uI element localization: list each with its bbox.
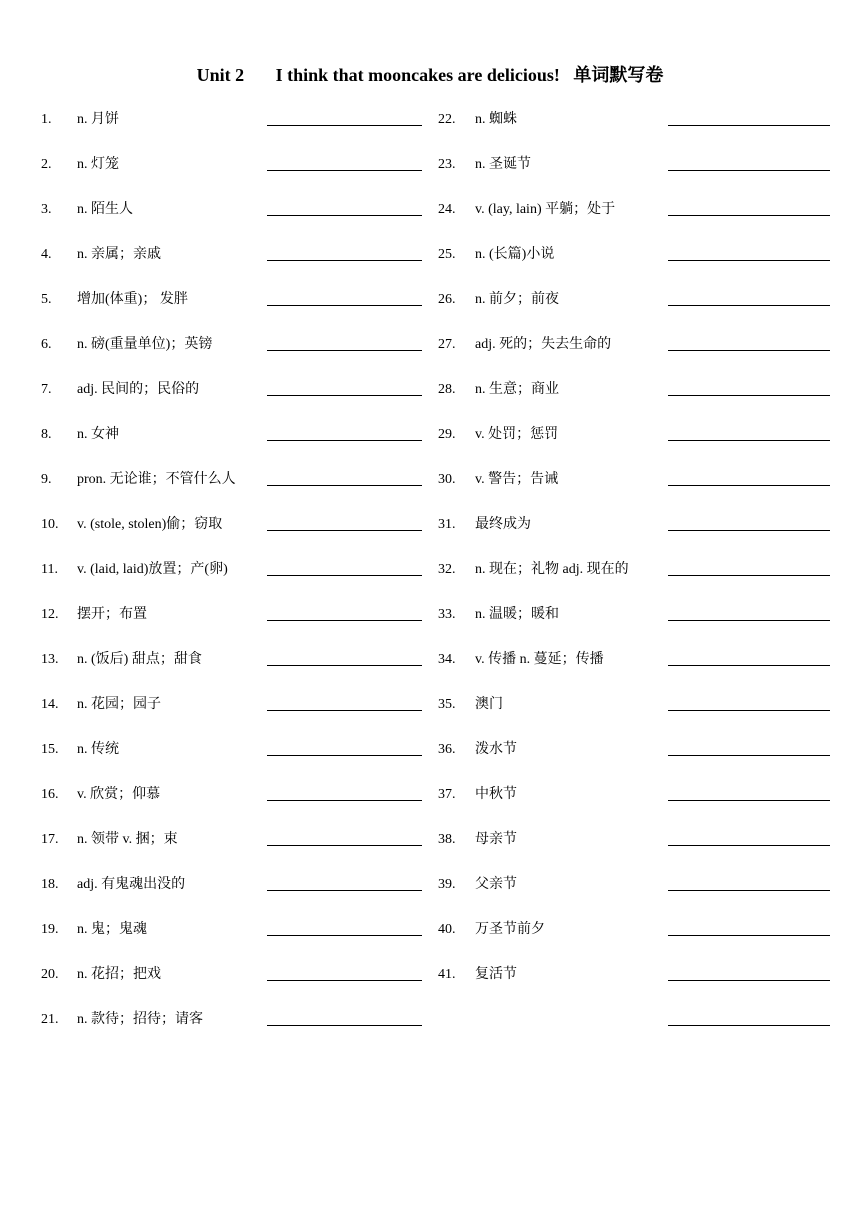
answer-blank-line[interactable] [668,215,830,216]
vocab-item [430,593,860,638]
item-definition: v. 欣赏；仰慕 [77,787,161,802]
item-number: 34. [438,652,456,667]
item-definition: n. 亲属；亲戚 [77,247,161,262]
answer-blank-line[interactable] [668,755,830,756]
answer-blank-line[interactable] [267,530,422,531]
item-definition: pron. 无论谁；不管什么人 [77,472,236,487]
vocab-item [430,278,860,323]
answer-blank-line[interactable] [668,440,830,441]
item-definition: n. 生意；商业 [475,382,559,397]
vocab-item [430,503,860,548]
vocab-item [0,98,430,143]
vocab-item [430,548,860,593]
vocab-item [430,233,860,278]
item-definition: n. 领带 v. 捆；束 [77,832,178,847]
item-number: 33. [438,607,456,622]
item-number: 8. [41,427,52,442]
vocab-item [0,323,430,368]
vocab-item [0,188,430,233]
vocab-item [0,458,430,503]
item-number: 31. [438,517,456,532]
answer-blank-line[interactable] [267,980,422,981]
item-definition: 母亲节 [475,832,517,847]
answer-blank-line[interactable] [668,125,830,126]
answer-blank-line[interactable] [668,485,830,486]
answer-blank-line[interactable] [668,395,830,396]
item-definition: n. 蜘蛛 [475,112,517,127]
vocab-item [0,998,430,1043]
item-number: 19. [41,922,59,937]
vocab-item [430,818,860,863]
item-definition: n. 磅(重量单位)；英镑 [77,337,213,352]
vocab-item [0,278,430,323]
vocab-item [0,728,430,773]
item-number: 3. [41,202,52,217]
item-definition: n. 圣诞节 [475,157,531,172]
vocab-item [0,368,430,413]
answer-blank-line[interactable] [267,890,422,891]
item-number: 15. [41,742,59,757]
item-number: 24. [438,202,456,217]
item-definition: n. 花招；把戏 [77,967,161,982]
vocab-item [430,728,860,773]
item-definition: n. (长篇)小说 [475,247,555,262]
answer-blank-line[interactable] [267,125,422,126]
vocab-item [430,908,860,953]
item-number: 38. [438,832,456,847]
answer-blank-line[interactable] [668,710,830,711]
item-number: 10. [41,517,59,532]
answer-blank-line[interactable] [267,215,422,216]
right-column [430,98,860,1043]
answer-blank-line[interactable] [668,260,830,261]
item-definition: 泼水节 [475,742,517,757]
item-definition: v. (laid, laid)放置；产(卵) [77,562,228,577]
answer-blank-line[interactable] [668,530,830,531]
answer-blank-line[interactable] [267,845,422,846]
item-definition: 复活节 [475,967,517,982]
item-definition: n. 灯笼 [77,157,119,172]
item-number: 5. [41,292,52,307]
vocab-item [430,458,860,503]
item-definition: adj. 民间的；民俗的 [77,382,200,397]
vocab-item [0,908,430,953]
item-definition: n. 陌生人 [77,202,133,217]
answer-blank-line[interactable] [267,935,422,936]
item-definition: adj. 死的；失去生命的 [475,337,612,352]
answer-blank-line[interactable] [668,980,830,981]
item-definition: 摆开；布置 [77,607,147,622]
item-number: 37. [438,787,456,802]
vocab-item [0,143,430,188]
item-definition: adj. 有鬼魂出没的 [77,877,186,892]
item-definition: v. 警告；告诫 [475,472,559,487]
item-definition: v. (stole, stolen)偷；窃取 [77,517,223,532]
vocab-item [0,683,430,728]
answer-blank-line[interactable] [267,260,422,261]
item-number: 41. [438,967,456,982]
answer-blank-line[interactable] [267,485,422,486]
answer-blank-line[interactable] [267,350,422,351]
item-number: 14. [41,697,59,712]
vocab-item [430,188,860,233]
answer-blank-line[interactable] [267,305,422,306]
answer-blank-line[interactable] [267,620,422,621]
vocab-item [430,368,860,413]
answer-blank-line[interactable] [267,755,422,756]
item-definition: v. 处罚；惩罚 [475,427,559,442]
vocab-item [430,638,860,683]
answer-blank-line[interactable] [668,845,830,846]
vocab-item [430,773,860,818]
vocab-item [0,773,430,818]
item-number: 26. [438,292,456,307]
item-number: 17. [41,832,59,847]
answer-blank-line[interactable] [668,305,830,306]
vocab-item [0,818,430,863]
answer-blank-line[interactable] [668,1025,830,1026]
item-number: 21. [41,1012,59,1027]
answer-blank-line[interactable] [668,890,830,891]
item-number: 22. [438,112,456,127]
item-number: 23. [438,157,456,172]
vocab-item [0,638,430,683]
answer-blank-line[interactable] [668,800,830,801]
vocab-item [0,593,430,638]
item-number: 2. [41,157,52,172]
item-definition: n. 月饼 [77,112,119,127]
item-number: 4. [41,247,52,262]
item-definition: v. (lay, lain) 平躺；处于 [475,202,616,217]
item-number: 18. [41,877,59,892]
item-definition: n. 传统 [77,742,119,757]
answer-blank-line[interactable] [668,575,830,576]
item-definition: n. 鬼；鬼魂 [77,922,147,937]
item-number: 13. [41,652,59,667]
page-title: Unit 2 I think that mooncakes are delicious! 单词默写卷 [196,65,664,85]
answer-blank-line[interactable] [668,620,830,621]
vocab-item [0,548,430,593]
item-number: 25. [438,247,456,262]
item-definition: 澳门 [475,697,503,712]
item-definition: n. (饭后) 甜点；甜食 [77,652,202,667]
vocab-item [430,413,860,458]
left-column [0,98,430,1043]
item-number: 36. [438,742,456,757]
item-number: 28. [438,382,456,397]
answer-blank-line[interactable] [668,350,830,351]
vocab-item [430,98,860,143]
vocab-item [430,998,860,1043]
item-number: 9. [41,472,52,487]
item-number: 11. [41,562,58,577]
item-number: 40. [438,922,456,937]
vocab-item [0,233,430,278]
answer-blank-line[interactable] [267,575,422,576]
answer-blank-line[interactable] [267,665,422,666]
item-definition: 万圣节前夕 [475,922,545,937]
item-number: 30. [438,472,456,487]
vocab-item [430,953,860,998]
answer-blank-line[interactable] [267,440,422,441]
item-definition: 最终成为 [475,517,531,532]
item-definition: n. 温暖；暖和 [475,607,559,622]
vocab-item [0,413,430,458]
item-number: 20. [41,967,59,982]
item-number: 27. [438,337,456,352]
vocab-item [0,953,430,998]
vocab-item [430,323,860,368]
answer-blank-line[interactable] [668,170,830,171]
vocab-item [0,863,430,908]
item-number: 32. [438,562,456,577]
item-definition: n. 款待；招待；请客 [77,1012,203,1027]
answer-blank-line[interactable] [267,170,422,171]
answer-blank-line[interactable] [668,665,830,666]
item-definition: v. 传播 n. 蔓延；传播 [475,652,604,667]
vocab-item [430,143,860,188]
item-definition: n. 前夕；前夜 [475,292,559,307]
vocab-item [0,503,430,548]
item-number: 1. [41,112,52,127]
answer-blank-line[interactable] [668,935,830,936]
item-definition: n. 女神 [77,427,119,442]
item-number: 35. [438,697,456,712]
vocab-item [430,863,860,908]
vocab-item [430,683,860,728]
answer-blank-line[interactable] [267,1025,422,1026]
item-number: 12. [41,607,59,622]
answer-blank-line[interactable] [267,395,422,396]
item-definition: n. 花园；园子 [77,697,161,712]
answer-blank-line[interactable] [267,710,422,711]
item-number: 7. [41,382,52,397]
item-definition: n. 现在；礼物 adj. 现在的 [475,562,629,577]
item-definition: 中秋节 [475,787,517,802]
item-definition: 父亲节 [475,877,517,892]
item-number: 6. [41,337,52,352]
item-number: 16. [41,787,59,802]
answer-blank-line[interactable] [267,800,422,801]
item-number: 29. [438,427,456,442]
item-definition: 增加(体重)； 发胖 [77,292,188,307]
item-number: 39. [438,877,456,892]
